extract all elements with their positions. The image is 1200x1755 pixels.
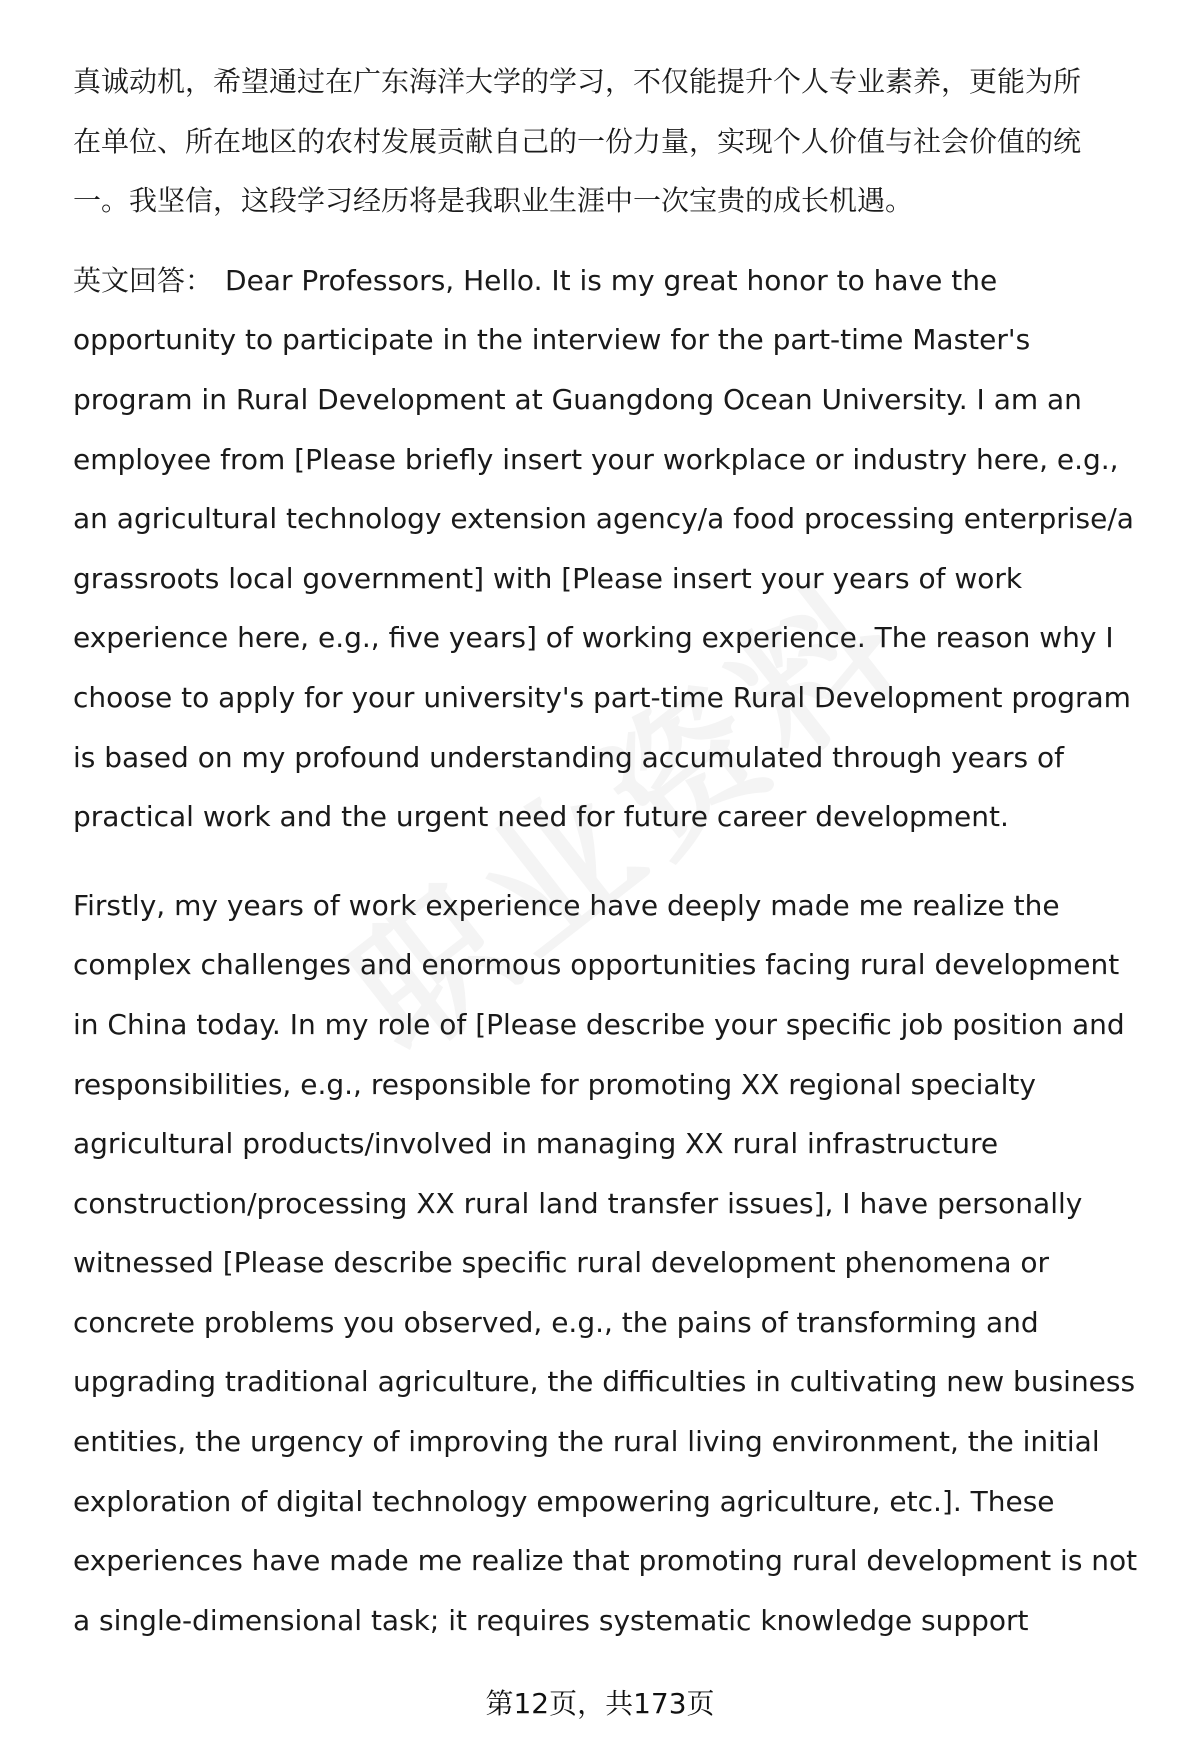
text-line: Firstly, my years of work experience have deeply made me realize the xyxy=(73,888,1060,922)
text-line: employee from [Please briefly insert your workplace or industry here, e.g., xyxy=(73,442,1119,476)
paragraph-english-intro xyxy=(73,251,1145,847)
text-line: in China today. In my role of [Please describe your specific job position and xyxy=(73,1007,1125,1041)
paragraph-chinese-answer xyxy=(73,52,1145,231)
text-line: upgrading traditional agriculture, the difficulties in cultivating new business xyxy=(73,1365,1136,1399)
text-line: is based on my profound understanding accumulated through years of xyxy=(73,740,1065,774)
text-line-content: Dear Professors, Hello. It is my great honor to have the xyxy=(225,263,998,297)
text-line: responsibilities, e.g., responsible for promoting XX regional specialty xyxy=(73,1067,1036,1101)
document-body xyxy=(73,52,1145,1650)
text-line: agricultural products/involved in managing XX rural infrastructure xyxy=(73,1127,999,1161)
text-line: grassroots local government] with [Please insert your years of work xyxy=(73,561,1023,595)
text-line: choose to apply for your university's part-time Rural Development program xyxy=(73,680,1131,714)
text-line: practical work and the urgent need for future career development. xyxy=(73,800,1009,834)
text-line: complex challenges and enormous opportunities facing rural development xyxy=(73,948,1120,982)
text-line: concrete problems you observed, e.g., the pains of transforming and xyxy=(73,1305,1039,1339)
text-line: construction/processing XX rural land transfer issues], I have personally xyxy=(73,1186,1083,1220)
text-line: exploration of digital technology empowering agriculture, etc.]. These xyxy=(73,1484,1055,1518)
text-line: entities, the urgency of improving the rural living environment, the initial xyxy=(73,1425,1100,1459)
text-line: an agricultural technology extension agency/a food processing enterprise/a xyxy=(73,502,1134,536)
text-line: 一。我坚信，这段学习经历将是我职业生涯中一次宝贵的成长机遇。 xyxy=(73,184,914,218)
text-line: experience here, e.g., five years] of working experience. The reason why I xyxy=(73,621,1114,655)
page-number: 第12页，共173页 xyxy=(485,1687,715,1720)
text-line: a single-dimensional task; it requires systematic knowledge support xyxy=(73,1603,1029,1637)
text-line: experiences have made me realize that promoting rural development is not xyxy=(73,1544,1138,1578)
paragraph-english-firstly xyxy=(73,876,1145,1651)
text-line: program in Rural Development at Guangdong Ocean University. I am an xyxy=(73,382,1082,416)
english-answer-label: 英文回答： xyxy=(73,263,214,297)
text-line xyxy=(73,251,1145,311)
text-line: opportunity to participate in the interview for the part-time Master's xyxy=(73,323,1031,357)
text-line: 在单位、所在地区的农村发展贡献自己的一份力量，实现个人价值与社会价值的统 xyxy=(73,124,1082,158)
text-line: 真诚动机，希望通过在广东海洋大学的学习，不仅能提升个人专业素养，更能为所 xyxy=(73,65,1082,98)
text-line: witnessed [Please describe specific rural development phenomena or xyxy=(73,1246,1050,1280)
